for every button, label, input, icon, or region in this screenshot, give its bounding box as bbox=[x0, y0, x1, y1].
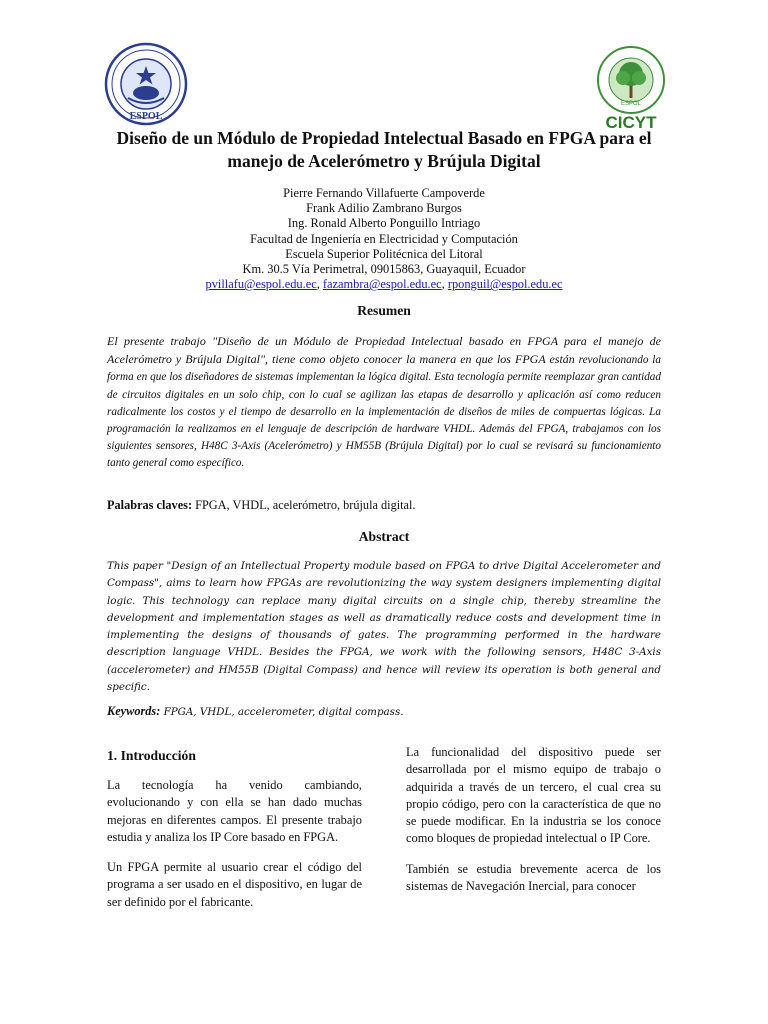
resumen-body: revolucionando la forma en que los diseñadores de sistemas implementan la lógica digital. Esta tecnología permite reemplazar gran cantidad de circuitos digitales en un solo chip, con lo cual se agilizan las etapas de desarrollo y aplicación así como reducen radicalmente los costos y el tiempo de desarrollo en la implementación de diseños de miles de compuertas lógicas. La programación la realizamos en el lenguaje de descripción de hardware VHDL. Además del FPGA, trabajamos con los siguientes sensores, H48C 3-Axis (Acelerómetro) y HM55B (Brújula Digital) por lo cual se revisará su funcionamiento tanto general como específico. bbox=[107, 354, 661, 470]
cicyt-logo-text: CICYT bbox=[605, 113, 657, 132]
author-name: Ing. Ronald Alberto Ponguillo Intriago bbox=[287, 216, 481, 231]
email-link[interactable]: rponguil@espol.edu.ec bbox=[447, 277, 563, 292]
email-separator: , bbox=[316, 277, 323, 292]
espol-logo bbox=[104, 42, 188, 126]
affiliation-faculty: Facultad de Ingeniería en Electricidad y Computación bbox=[250, 231, 518, 246]
abstract-heading: Abstract bbox=[358, 529, 410, 544]
palabras-claves-label: Palabras claves: bbox=[107, 498, 193, 512]
author-block bbox=[90, 186, 678, 292]
keywords-label: Keywords: bbox=[107, 704, 161, 718]
column-right bbox=[406, 744, 661, 908]
cicyt-logo-sub: ESPOL bbox=[620, 101, 642, 107]
palabras-claves bbox=[107, 498, 661, 513]
cicyt-logo bbox=[585, 42, 677, 134]
affiliation-school: Escuela Superior Politécnica del Litoral bbox=[285, 246, 483, 261]
paragraph: La tecnología ha venido cambiando, evolucionando y con ella se han dado muchas mejoras en diferentes campos. El presente trabajo estudia y analiza los IP Core basado en FPGA. bbox=[107, 778, 362, 844]
paragraph: También se estudia brevemente acerca de los sistemas de Navegación Inercial, para conocer bbox=[406, 861, 661, 894]
resumen-lead: El presente trabajo "Diseño de un Módulo de Propiedad Intelectual basado en FPGA para el manejo de Acelerómetro y Brújula Digital", tiene como objeto conocer la manera en que los FPGA están bbox=[107, 334, 661, 367]
email-link[interactable]: fazambra@espol.edu.ec bbox=[322, 277, 442, 292]
paper-title: Diseño de un Módulo de Propiedad Intelectual Basado en FPGA para el manejo de Acelerómetro y Brújula Digital bbox=[116, 128, 652, 171]
resumen-heading: Resumen bbox=[357, 303, 411, 318]
palabras-claves-value: FPGA, VHDL, acelerómetro, brújula digital. bbox=[192, 498, 416, 512]
section-heading-introduccion: 1. Introducción bbox=[107, 748, 196, 763]
email-list bbox=[90, 277, 678, 292]
author-name: Pierre Fernando Villafuerte Campoverde bbox=[283, 186, 485, 200]
email-link[interactable]: pvillafu@espol.edu.ec bbox=[205, 277, 317, 292]
affiliation-address: Km. 30.5 Vía Perimetral, 09015863, Guayaquil, Ecuador bbox=[242, 262, 526, 277]
abstract-text: This paper "Design of an Intellectual Property module based on FPGA to drive Digital Accelerometer and Compass", aims to learn how FPGAs are revolutionizing the way system designers implementing digital logic. This technology can replace many digital circuits on a single chip, thereby streamline the development and implementation stages as well as dramatically reduce costs and development time in implementing the designs of thousands of gates. The programming performed in the hardware description language VHDL. Besides the FPGA, we work with the following sensors, H48C 3-Axis (accelerometer) and HM55B (Digital Compass) and hence will review its operation is both general and specific. bbox=[107, 560, 661, 694]
column-left bbox=[107, 746, 362, 924]
author-name: Frank Adilio Zambrano Burgos bbox=[306, 201, 462, 216]
paragraph: La funcionalidad del dispositivo puede ser desarrollada por el mismo equipo de trabajo o adquirida a través de un tercero, el cual crea su propio código, pero con la característica de que no se puede modificar. En la industria se los conoce como bloques de propiedad intelectual o IP Core. bbox=[406, 745, 661, 846]
resumen-text bbox=[107, 333, 661, 473]
keywords bbox=[107, 704, 661, 719]
email-separator: , bbox=[441, 277, 448, 292]
keywords-value: FPGA, VHDL, accelerometer, digital compass. bbox=[160, 706, 404, 718]
espol-logo-text: ESPOL bbox=[129, 111, 163, 122]
paragraph: Un FPGA permite al usuario crear el código del programa a ser usado en el dispositivo, en lugar de ser definido por el fabricante. bbox=[107, 860, 362, 909]
